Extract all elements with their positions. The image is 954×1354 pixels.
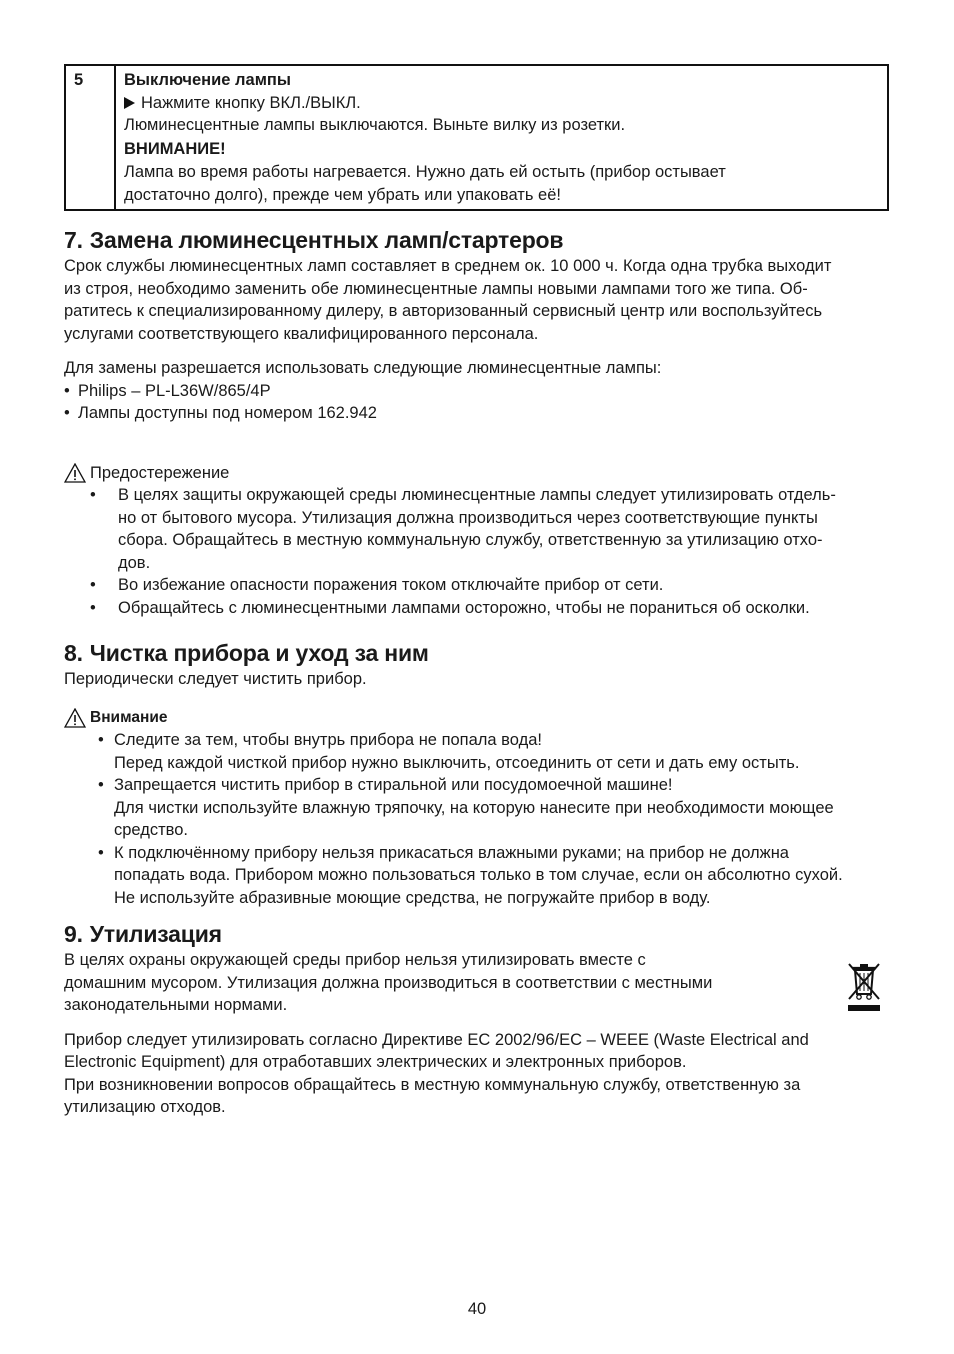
section-9-directive: Прибор следует утилизировать согласно Директиве ЕС 2002/96/EC – WEEE (Waste Electrical and Electronic Equipment) для отработавших электрических и электронных приборов. При возникновении вопросов обращайтесь в местную коммунальную службу, ответственную за утилизацию отходов. — [64, 1030, 809, 1116]
section-7-intro: Срок службы люминесцентных ламп составляет в среднем ок. 10 000 ч. Когда одна трубка выходит из строя, необходимо заменить обе люминесцентные лампы новыми лампами того же типа. Об- ратитесь к специализированному дилеру, в авторизованный сервисный центр или воспользуйтесь услугами соответствующего квалифицированного персонала. — [64, 257, 832, 343]
caution-title: Предостережение — [90, 463, 230, 482]
caution-heading — [64, 462, 890, 485]
step-warning-line: Лампа во время работы нагревается. Нужно дать ей остыть (прибор остывает — [124, 163, 726, 181]
section-8-intro: Периодически следует чистить прибор. — [64, 670, 367, 688]
caution-list — [64, 484, 890, 619]
step-result: Люминесцентные лампы выключаются. Выньте вилку из розетки. — [124, 116, 626, 134]
weee-crossed-bin-icon — [846, 961, 882, 1013]
section-9-heading: 9. Утилизация — [64, 921, 222, 947]
lamp-list — [64, 380, 890, 425]
step-title: Выключение лампы — [124, 71, 291, 89]
list-item: • В целях защиты окружающей среды люминесцентные лампы следует утилизировать отдель- но от бытового мусора. Утилизация должна производиться через соответствующие пункты сбора. Обращайтесь в местную коммунальную службу, ответственную за утилизацию отхо- дов. — [64, 484, 890, 574]
list-item: • Philips – PL-L36W/865/4P — [64, 380, 890, 403]
section-8-heading: 8. Чистка прибора и уход за ним — [64, 640, 429, 666]
list-item: • Обращайтесь с люминесцентными лампами осторожно, чтобы не пораниться об осколки. — [64, 597, 890, 620]
section-9-intro: В целях охраны окружающей среды прибор нельзя утилизировать вместе с домашним мусором. Утилизация должна производиться в соответствии с местными законодательными нормами. — [64, 951, 713, 1014]
warning-triangle-icon — [64, 708, 86, 728]
list-item: • Во избежание опасности поражения током отключайте прибор от сети. — [64, 574, 890, 597]
section-7-lamps-intro: Для замены разрешается использовать следующие люминесцентные лампы: — [64, 359, 662, 377]
arrow-right-icon — [124, 97, 135, 109]
step-action — [124, 92, 881, 115]
step-warning-line: достаточно долго), прежде чем убрать или упаковать её! — [124, 185, 561, 204]
list-item: • Лампы доступны под номером 162.942 — [64, 402, 890, 425]
section-7-heading: 7. Замена люминесцентных ламп/стартеров — [64, 227, 564, 253]
attention-list — [64, 729, 890, 909]
step-table — [64, 64, 889, 211]
attention-title: Внимание — [90, 708, 168, 726]
warning-triangle-icon — [64, 463, 86, 483]
manual-page — [64, 64, 890, 1119]
page-number: 40 — [467, 1300, 487, 1318]
list-item: • Запрещается чистить прибор в стиральной или посудомоечной машине! Для чистки используйте влажную тряпочку, на которую нанесите при необходимости моющее средство. — [64, 774, 890, 842]
attention-heading — [64, 707, 890, 730]
step-warning-label: ВНИМАНИЕ! — [124, 139, 226, 158]
list-item: • Следите за тем, чтобы внутрь прибора не попала вода! Перед каждой чисткой прибор нужно выключить, отсоединить от сети и дать ему остыть. — [64, 729, 890, 774]
step-number: 5 — [65, 65, 115, 210]
step-content — [115, 65, 888, 210]
step-action-text: Нажмите кнопку ВКЛ./ВЫКЛ. — [141, 93, 361, 112]
list-item: • К подключённому прибору нельзя прикасаться влажными руками; на прибор не должна попадать вода. Прибором можно пользоваться только в том случае, если он абсолютно сухой. Не используйте абразивные моющие средства, не погружайте прибор в воду. — [64, 842, 890, 910]
